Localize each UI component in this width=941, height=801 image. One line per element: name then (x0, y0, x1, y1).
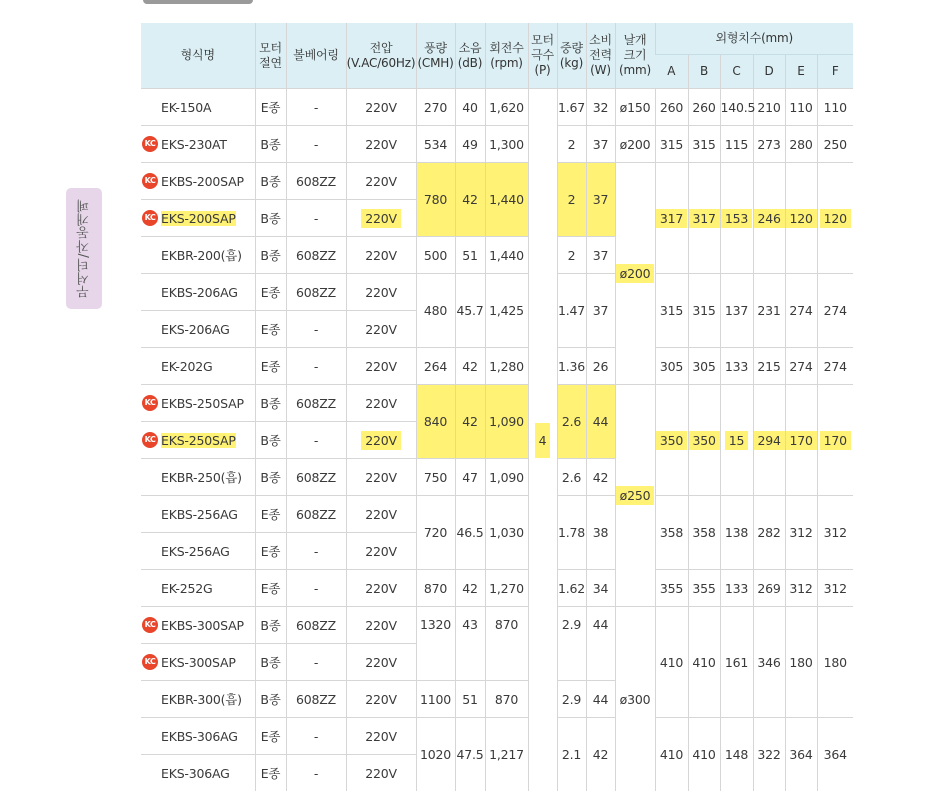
side-category-label (66, 188, 102, 309)
header-blade: 날개 크기 (mm) (615, 23, 655, 89)
dim-e-cell: 312 (785, 570, 817, 607)
weight-cell: 2 (557, 237, 586, 274)
noise-cell: 47 (455, 459, 485, 496)
model-name: EKBS-250SAP (161, 395, 244, 411)
dim-a-cell: 260 (655, 89, 688, 126)
power-cell: 37 (586, 274, 615, 348)
model-name: EKS-250SAP (161, 432, 236, 448)
header-model: 형식명 (141, 23, 255, 89)
bearing-cell: - (286, 311, 346, 348)
airflow-cell: 780 (416, 163, 455, 237)
dim-b-cell: 315 (688, 274, 720, 348)
model-name: EKS-300SAP (161, 654, 236, 670)
model-cell (141, 348, 255, 385)
dim-f-cell (817, 163, 853, 274)
dim-c-cell: 138 (720, 496, 753, 570)
dim-e-cell (785, 163, 817, 274)
kc-cert-icon: KC (142, 136, 158, 152)
power-cell: 37 (586, 126, 615, 163)
dim-e-cell (785, 385, 817, 496)
rpm-cell: 870 (485, 681, 528, 718)
table-row (141, 163, 853, 200)
rpm-cell: 1,300 (485, 126, 528, 163)
rpm-cell: 1,620 (485, 89, 528, 126)
dim-c-cell: 161 (720, 607, 753, 718)
dim-f-cell: 110 (817, 89, 853, 126)
noise-cell: 47.5 (455, 718, 485, 792)
airflow-cell: 870 (416, 570, 455, 607)
dim-e-value: 170 (786, 431, 817, 450)
bearing-cell: 608ZZ (286, 607, 346, 644)
voltage-cell: 220V (346, 274, 416, 311)
header-rpm: 회전수 (rpm) (485, 23, 528, 89)
bearing-cell: 608ZZ (286, 274, 346, 311)
top-tab-marker (143, 0, 253, 4)
voltage-value: 220V (361, 431, 401, 450)
dim-b-cell (688, 385, 720, 496)
power-cell: 42 (586, 718, 615, 792)
blade-cell: ø150 (615, 89, 655, 126)
model-cell (141, 459, 255, 496)
noise-cell: 45.7 (455, 274, 485, 348)
bearing-cell: 608ZZ (286, 681, 346, 718)
insulation-cell: E종 (255, 570, 286, 607)
bearing-cell: - (286, 126, 346, 163)
dim-f-cell: 364 (817, 718, 853, 792)
insulation-cell: E종 (255, 496, 286, 533)
airflow-cell: 720 (416, 496, 455, 570)
model-cell (141, 126, 255, 163)
voltage-cell: 220V (346, 237, 416, 274)
dim-f-cell: 274 (817, 348, 853, 385)
table-row (141, 718, 853, 755)
kc-cert-icon: KC (142, 395, 158, 411)
noise-cell: 49 (455, 126, 485, 163)
table-row (141, 126, 853, 163)
header-dimensions: 외형치수(mm) (655, 23, 853, 55)
table-row (141, 274, 853, 311)
insulation-cell: B종 (255, 200, 286, 237)
dim-a-cell: 358 (655, 496, 688, 570)
dim-b-cell: 355 (688, 570, 720, 607)
power-cell: 26 (586, 348, 615, 385)
voltage-cell: 220V (346, 385, 416, 422)
dim-a-cell: 410 (655, 607, 688, 718)
dim-a-cell: 315 (655, 274, 688, 348)
rpm-cell: 1,090 (485, 385, 528, 459)
airflow-cell: 750 (416, 459, 455, 496)
dim-c-cell: 137 (720, 274, 753, 348)
insulation-cell: E종 (255, 348, 286, 385)
insulation-cell: E종 (255, 274, 286, 311)
bearing-cell: - (286, 644, 346, 681)
dim-d-cell: 231 (753, 274, 785, 348)
power-cell: 44 (586, 607, 615, 681)
dim-d-cell: 346 (753, 607, 785, 718)
dim-f-value: 120 (820, 209, 851, 228)
bearing-cell: - (286, 89, 346, 126)
dim-a-cell: 410 (655, 718, 688, 792)
dim-e-cell: 110 (785, 89, 817, 126)
dim-b-cell: 305 (688, 348, 720, 385)
table-row (141, 496, 853, 533)
bearing-cell: - (286, 570, 346, 607)
airflow-cell: 500 (416, 237, 455, 274)
insulation-cell: E종 (255, 718, 286, 755)
side-category-text: 무셔터/자동개폐 (76, 198, 92, 299)
blade-cell: ø200 (615, 126, 655, 163)
model-cell (141, 311, 255, 348)
dim-b-value: 350 (689, 431, 720, 450)
model-name: EKBR-300(흡) (161, 692, 242, 707)
dim-b-cell (688, 163, 720, 274)
dim-a-cell: 355 (655, 570, 688, 607)
voltage-cell: 220V (346, 644, 416, 681)
blade-cell (615, 163, 655, 385)
bearing-cell: - (286, 718, 346, 755)
insulation-cell: B종 (255, 385, 286, 422)
model-cell (141, 681, 255, 718)
table-row (141, 607, 853, 644)
noise-cell: 46.5 (455, 496, 485, 570)
header-weight: 중량 (kg) (557, 23, 586, 89)
weight-cell: 1.36 (557, 348, 586, 385)
model-cell (141, 496, 255, 533)
model-cell (141, 422, 255, 459)
dim-d-cell (753, 163, 785, 274)
power-cell: 34 (586, 570, 615, 607)
dim-c-cell (720, 163, 753, 274)
dim-b-cell: 260 (688, 89, 720, 126)
model-name: EKBR-200(흡) (161, 248, 242, 263)
bearing-cell: - (286, 755, 346, 792)
header-dim-b: B (688, 55, 720, 89)
voltage-cell (346, 200, 416, 237)
model-name: EKBS-200SAP (161, 173, 244, 189)
dim-b-value: 317 (689, 209, 720, 228)
power-cell: 38 (586, 496, 615, 570)
dim-a-cell: 305 (655, 348, 688, 385)
model-name: EKBS-300SAP (161, 617, 244, 633)
dim-d-cell: 215 (753, 348, 785, 385)
weight-cell: 2.6 (557, 459, 586, 496)
rpm-cell: 870 (485, 607, 528, 681)
power-cell: 37 (586, 237, 615, 274)
voltage-cell: 220V (346, 496, 416, 533)
model-name: EKBS-306AG (161, 728, 238, 744)
insulation-cell: B종 (255, 681, 286, 718)
dim-c-value: 153 (721, 209, 752, 228)
kc-cert-icon: KC (142, 210, 158, 226)
dim-c-cell: 133 (720, 570, 753, 607)
dim-f-cell: 274 (817, 274, 853, 348)
model-cell (141, 570, 255, 607)
bearing-cell: 608ZZ (286, 237, 346, 274)
model-cell (141, 718, 255, 755)
power-cell: 42 (586, 459, 615, 496)
header-power: 소비 전력 (W) (586, 23, 615, 89)
noise-cell: 43 (455, 607, 485, 681)
model-cell (141, 644, 255, 681)
kc-cert-icon: KC (142, 654, 158, 670)
dim-c-cell (720, 385, 753, 496)
table-row (141, 385, 853, 422)
power-cell: 44 (586, 385, 615, 459)
dim-d-cell: 282 (753, 496, 785, 570)
table-row (141, 570, 853, 607)
dim-d-cell (753, 385, 785, 496)
voltage-cell: 220V (346, 607, 416, 644)
header-dim-e: E (785, 55, 817, 89)
model-cell (141, 755, 255, 792)
dim-e-cell: 312 (785, 496, 817, 570)
voltage-cell: 220V (346, 89, 416, 126)
weight-cell: 1.78 (557, 496, 586, 570)
model-cell (141, 89, 255, 126)
model-name: EKBS-206AG (161, 284, 238, 300)
airflow-cell: 1100 (416, 681, 455, 718)
model-name: EKBS-256AG (161, 506, 238, 522)
poles-value: 4 (535, 423, 551, 458)
weight-cell: 2.1 (557, 718, 586, 792)
dim-d-cell: 269 (753, 570, 785, 607)
weight-cell: 2.9 (557, 681, 586, 718)
kc-cert-icon: KC (142, 432, 158, 448)
dim-e-value: 120 (786, 209, 817, 228)
dim-c-cell: 115 (720, 126, 753, 163)
airflow-cell: 1320 (416, 607, 455, 681)
voltage-cell: 220V (346, 718, 416, 755)
dim-e-cell: 180 (785, 607, 817, 718)
dim-e-cell: 274 (785, 348, 817, 385)
dim-b-cell: 410 (688, 718, 720, 792)
dim-f-cell: 250 (817, 126, 853, 163)
blade-cell: ø300 (615, 607, 655, 792)
voltage-cell: 220V (346, 570, 416, 607)
rpm-cell: 1,425 (485, 274, 528, 348)
header-dim-f: F (817, 55, 853, 89)
header-poles: 모터 극수 (P) (528, 23, 557, 89)
model-cell (141, 163, 255, 200)
bearing-cell: - (286, 533, 346, 570)
header-dim-a: A (655, 55, 688, 89)
poles-cell (528, 89, 557, 792)
rpm-cell: 1,090 (485, 459, 528, 496)
noise-cell: 42 (455, 163, 485, 237)
fan-spec-table (141, 23, 853, 791)
dim-e-cell: 364 (785, 718, 817, 792)
dim-c-cell: 140.5 (720, 89, 753, 126)
voltage-cell: 220V (346, 681, 416, 718)
table-row (141, 348, 853, 385)
insulation-cell: E종 (255, 311, 286, 348)
dim-e-cell: 274 (785, 274, 817, 348)
kc-cert-icon: KC (142, 617, 158, 633)
insulation-cell: E종 (255, 755, 286, 792)
airflow-cell: 534 (416, 126, 455, 163)
insulation-cell: B종 (255, 126, 286, 163)
model-cell (141, 274, 255, 311)
insulation-cell: B종 (255, 607, 286, 644)
bearing-cell: 608ZZ (286, 496, 346, 533)
insulation-cell: B종 (255, 459, 286, 496)
airflow-cell: 264 (416, 348, 455, 385)
model-cell (141, 237, 255, 274)
model-name: EKS-256AG (161, 543, 230, 559)
power-cell: 32 (586, 89, 615, 126)
voltage-cell (346, 422, 416, 459)
dim-a-cell (655, 163, 688, 274)
power-cell: 44 (586, 681, 615, 718)
insulation-cell: B종 (255, 163, 286, 200)
dim-c-value: 15 (725, 431, 749, 450)
insulation-cell: B종 (255, 644, 286, 681)
header-insulation: 모터 절연 (255, 23, 286, 89)
model-cell (141, 385, 255, 422)
weight-cell: 2.6 (557, 385, 586, 459)
dim-a-cell (655, 385, 688, 496)
rpm-cell: 1,440 (485, 163, 528, 237)
dim-c-cell: 133 (720, 348, 753, 385)
blade-value: ø200 (616, 264, 655, 283)
dim-f-cell (817, 385, 853, 496)
noise-cell: 42 (455, 385, 485, 459)
voltage-cell: 220V (346, 459, 416, 496)
dim-b-cell: 410 (688, 607, 720, 718)
model-name: EKS-200SAP (161, 210, 236, 226)
voltage-cell: 220V (346, 755, 416, 792)
rpm-cell: 1,030 (485, 496, 528, 570)
noise-cell: 51 (455, 681, 485, 718)
rpm-cell: 1,217 (485, 718, 528, 792)
dim-d-value: 294 (754, 431, 785, 450)
dim-a-value: 350 (656, 431, 687, 450)
bearing-cell: 608ZZ (286, 385, 346, 422)
model-name: EK-150A (161, 99, 212, 115)
dim-f-value: 170 (820, 431, 851, 450)
dim-d-cell: 322 (753, 718, 785, 792)
header-noise: 소음 (dB) (455, 23, 485, 89)
model-cell (141, 200, 255, 237)
rpm-cell: 1,270 (485, 570, 528, 607)
dim-b-cell: 358 (688, 496, 720, 570)
bearing-cell: 608ZZ (286, 459, 346, 496)
weight-cell: 1.62 (557, 570, 586, 607)
voltage-cell: 220V (346, 533, 416, 570)
model-cell (141, 607, 255, 644)
model-name: EK-202G (161, 358, 213, 374)
voltage-cell: 220V (346, 348, 416, 385)
header-bearing: 볼베어링 (286, 23, 346, 89)
bearing-cell: - (286, 348, 346, 385)
model-name: EKBR-250(흡) (161, 470, 242, 485)
voltage-value: 220V (361, 209, 401, 228)
power-cell: 37 (586, 163, 615, 237)
header-dim-c: C (720, 55, 753, 89)
bearing-cell: 608ZZ (286, 163, 346, 200)
model-name: EKS-230AT (161, 136, 227, 152)
header-voltage: 전압 (V.AC/60Hz) (346, 23, 416, 89)
bearing-cell: - (286, 422, 346, 459)
dim-a-value: 317 (656, 209, 687, 228)
header-airflow: 풍량 (CMH) (416, 23, 455, 89)
dim-d-cell: 273 (753, 126, 785, 163)
rpm-cell: 1,440 (485, 237, 528, 274)
dim-d-cell: 210 (753, 89, 785, 126)
dim-e-cell: 280 (785, 126, 817, 163)
rpm-cell: 1,280 (485, 348, 528, 385)
weight-cell: 2.9 (557, 607, 586, 681)
airflow-cell: 480 (416, 274, 455, 348)
airflow-cell: 840 (416, 385, 455, 459)
insulation-cell: E종 (255, 533, 286, 570)
table-row (141, 89, 853, 126)
insulation-cell: B종 (255, 237, 286, 274)
insulation-cell: B종 (255, 422, 286, 459)
bearing-cell: - (286, 200, 346, 237)
dim-f-cell: 180 (817, 607, 853, 718)
dim-c-cell: 148 (720, 718, 753, 792)
kc-cert-icon: KC (142, 173, 158, 189)
blade-value: ø250 (616, 486, 655, 505)
dim-f-cell: 312 (817, 496, 853, 570)
blade-cell (615, 385, 655, 607)
noise-cell: 40 (455, 89, 485, 126)
noise-cell: 42 (455, 348, 485, 385)
voltage-cell: 220V (346, 163, 416, 200)
dim-d-value: 246 (754, 209, 785, 228)
airflow-cell: 270 (416, 89, 455, 126)
model-name: EK-252G (161, 580, 213, 596)
weight-cell: 2 (557, 163, 586, 237)
weight-cell: 2 (557, 126, 586, 163)
weight-cell: 1.67 (557, 89, 586, 126)
noise-cell: 51 (455, 237, 485, 274)
model-cell (141, 533, 255, 570)
noise-cell: 42 (455, 570, 485, 607)
model-name: EKS-306AG (161, 765, 230, 781)
model-name: EKS-206AG (161, 321, 230, 337)
dim-a-cell: 315 (655, 126, 688, 163)
voltage-cell: 220V (346, 311, 416, 348)
voltage-cell: 220V (346, 126, 416, 163)
airflow-cell: 1020 (416, 718, 455, 792)
header-dim-d: D (753, 55, 785, 89)
dim-f-cell: 312 (817, 570, 853, 607)
weight-cell: 1.47 (557, 274, 586, 348)
dim-b-cell: 315 (688, 126, 720, 163)
insulation-cell: E종 (255, 89, 286, 126)
